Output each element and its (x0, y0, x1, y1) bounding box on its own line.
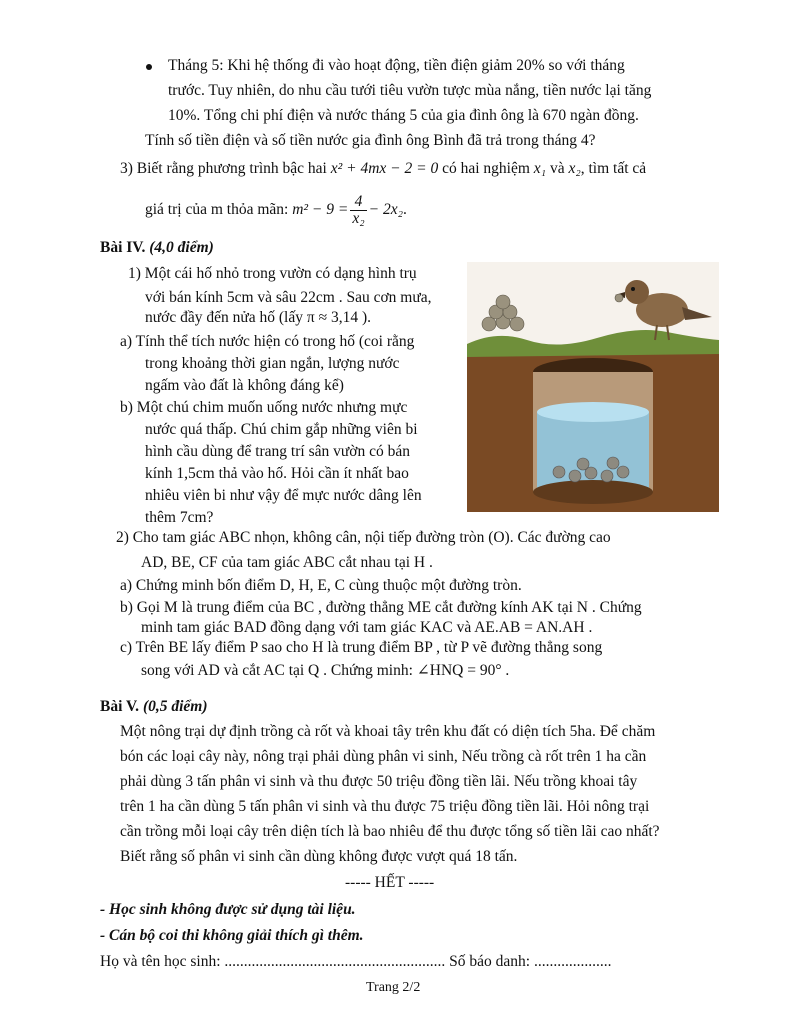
bai4-p2b-line-1: b) Gọi M là trung điểm của BC , đường thẳng ME cắt đường kính AK tại N . Chứng (120, 599, 642, 616)
bai4-a-line-3: ngấm vào đất là không đáng kể) (145, 377, 344, 394)
bai4-a-line-1: a) Tính thể tích nước hiện có trong hố (coi rằng (120, 333, 415, 350)
q3-frac-num: 4 (350, 194, 366, 211)
bai5-line-5: cần trồng mỗi loại cây trên diện tích là bao nhiêu để thu được tổng số tiền lãi cao nhất? (120, 823, 660, 840)
q3-eq2-left: m² − 9 = (292, 201, 349, 218)
q3-line2-text: giá trị của m thỏa mãn: (145, 201, 293, 218)
q3-line2-end: . (403, 201, 407, 218)
bullet-may-line-1: Tháng 5: Khi hệ thống đi vào hoạt động, tiền điện giảm 20% so với tháng (168, 57, 625, 74)
q3-fraction (350, 194, 366, 227)
bullet-dot-icon (146, 64, 152, 70)
bai4-b-line-6: thêm 7cm? (145, 509, 214, 526)
bai5-line-1: Một nông trại dự định trồng cà rốt và khoai tây trên khu đất có diện tích 5ha. Để chăm (120, 723, 656, 740)
bai5-points: (0,5 điểm) (142, 698, 208, 715)
bai4-b-line-1: b) Một chú chim muốn uống nước nhưng mực (120, 399, 408, 416)
bai5-line-3: phải dùng 3 tấn phân vi sinh và thu được 50 triệu đồng tiền lãi. Nếu trồng khoai tây (120, 773, 638, 790)
bullet-may-line-2: trước. Tuy nhiên, do nhu cầu tưới tiêu vườn tược mùa nắng, tiền nước lại tăng (168, 82, 652, 99)
bai4-heading (100, 238, 214, 258)
q2-question: Tính số tiền điện và số tiền nước gia đình ông Bình đã trả trong tháng 4? (145, 132, 596, 149)
bai4-title: Bài IV. (100, 239, 146, 256)
bai5-line-4: trên 1 ha cần dùng 5 tấn phân vi sinh và thu được 75 triệu đồng tiền lãi. Hỏi nông trại (120, 798, 650, 815)
bai4-p2-line-2: AD, BE, CF của tam giác ABC cắt nhau tại H . (141, 554, 433, 571)
bullet-may-line-3: 10%. Tổng chi phí điện và nước tháng 5 của gia đình ông là 670 ngàn đồng. (168, 107, 639, 124)
bai4-p2a: a) Chứng minh bốn điểm D, H, E, C cùng thuộc một đường tròn. (120, 577, 522, 594)
bird-drinking-from-cylindrical-hole-illustration (467, 262, 719, 512)
bai4-p1-line-2: với bán kính 5cm và sâu 22cm . Sau cơn mưa, (145, 289, 432, 306)
q3-line-1 (120, 159, 646, 179)
bai4-b-line-4: kính 1,5cm thả vào hố. Hỏi cần ít nhất bao (145, 465, 409, 482)
bai4-b-line-2: nước quá thấp. Chú chim gắp những viên bi (145, 421, 418, 438)
bai5-line-6: Biết rằng số phân vi sinh cần dùng không được vượt quá 18 tấn. (120, 848, 518, 865)
hole-bottom (533, 480, 653, 504)
end-mark: ----- HẾT ----- (345, 874, 435, 891)
bai4-b-line-5: nhiêu viên bi như vậy để mực nước dâng lên (145, 487, 422, 504)
bai5-heading (100, 697, 208, 717)
note-no-documents: - Học sinh không được sử dụng tài liệu. (100, 901, 356, 918)
q3-text-d: , tìm tất cả (580, 160, 647, 177)
q3-frac-den: x₂ (352, 209, 365, 227)
note-no-explanation: - Cán bộ coi thi không giải thích gì thêm. (100, 927, 364, 944)
bai4-p2b-line-2: minh tam giác BAD đồng dạng với tam giác KAC và AE.AB = AN.AH . (141, 619, 593, 636)
q3-x2: x₂ (568, 160, 581, 177)
q3-x1: x₁ (533, 160, 547, 177)
bai4-p1-line-1: 1) Một cái hố nhỏ trong vườn có dạng hình trụ (128, 265, 417, 282)
bai4-p2-line-1: 2) Cho tam giác ABC nhọn, không cân, nội tiếp đường tròn (O). Các đường cao (116, 529, 611, 546)
bai4-p2c-line-2: song với AD và cắt AC tại Q . Chứng minh: ∠HNQ = 90° . (141, 662, 510, 679)
bai4-p1-line-3: nước đầy đến nửa hố (lấy π ≈ 3,14 ). (145, 309, 371, 326)
q3-text-c: và (546, 160, 569, 177)
bai5-title: Bài V. (100, 698, 140, 715)
water-surface (537, 402, 649, 422)
bai5-line-2: bón các loại cây này, nông trại phải dùng phân vi sinh, Nếu trồng cà rốt trên 1 ha cần (120, 748, 647, 765)
page-number: Trang 2/2 (366, 980, 421, 995)
q3-text-b: có hai nghiệm (438, 160, 534, 177)
bai4-b-line-3: hình cầu dùng để trang trí sân vườn có bán (145, 443, 410, 460)
q3-text-a: 3) Biết rằng phương trình bậc hai (120, 160, 331, 177)
q3-equation: x² + 4mx − 2 = 0 (330, 160, 439, 177)
bai4-p2c-line-1: c) Trên BE lấy điểm P sao cho H là trung điểm BP , từ P vẽ đường thẳng song (120, 639, 603, 656)
q3-eq2-right: − 2x₂ (368, 201, 403, 218)
bai4-a-line-2: trong khoảng thời gian ngắn, lượng nước (145, 355, 400, 372)
bai4-points: (4,0 điểm) (149, 239, 214, 256)
q3-line-2 (145, 190, 407, 230)
student-name-line: Họ và tên học sinh: ......................................................... Số báo danh: .................... (100, 953, 612, 970)
